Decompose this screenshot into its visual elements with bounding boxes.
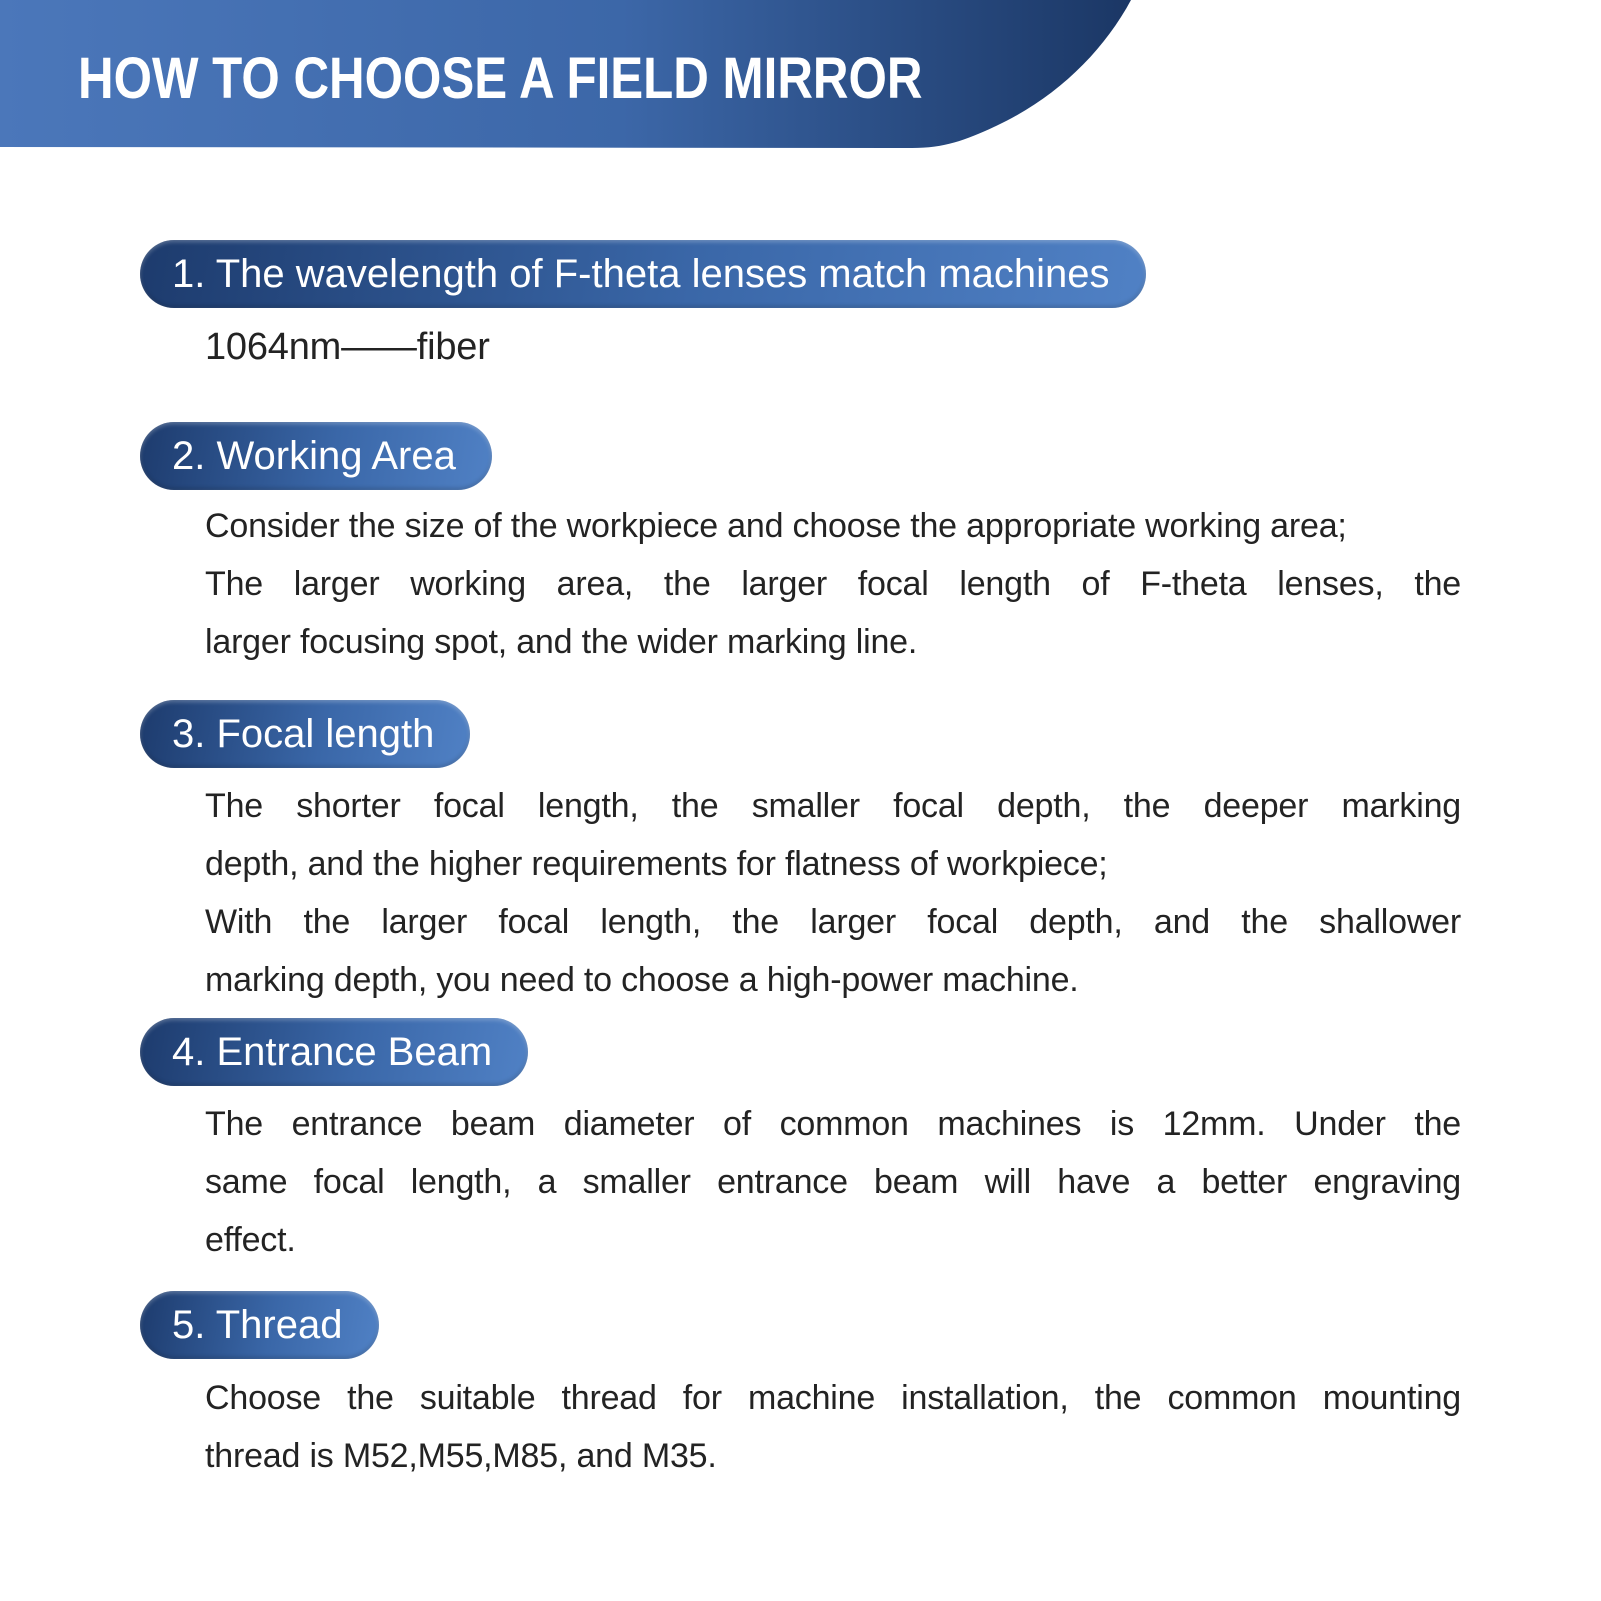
text-line: effect. — [205, 1221, 296, 1259]
section-4-body — [205, 1095, 1461, 1269]
section-2-body — [205, 497, 1461, 671]
text-line: larger focusing spot, and the wider marking line. — [205, 623, 918, 661]
text-line: The shorter focal length, the smaller focal depth, the deeper marking — [205, 787, 1461, 825]
section-1-body — [205, 318, 1461, 376]
page-title: HOW TO CHOOSE A FIELD MIRROR — [78, 46, 923, 111]
section-3-heading-pill: 3. Focal length — [140, 700, 470, 768]
section-4-heading-pill: 4. Entrance Beam — [140, 1018, 528, 1086]
text-line: The entrance beam diameter of common machines is 12mm. Under the — [205, 1105, 1461, 1143]
text-line: The larger working area, the larger focal length of F-theta lenses, the — [205, 565, 1461, 603]
text-line: Choose the suitable thread for machine installation, the common mounting — [205, 1379, 1461, 1417]
text-line: 1064nm——fiber — [205, 326, 490, 368]
section-5-body — [205, 1369, 1461, 1485]
text-line: depth, and the higher requirements for flatness of workpiece; — [205, 845, 1108, 883]
text-line: thread is M52,M55,M85, and M35. — [205, 1437, 717, 1475]
section-5-heading-pill: 5. Thread — [140, 1291, 379, 1359]
text-line: Consider the size of the workpiece and choose the appropriate working area; — [205, 507, 1347, 545]
text-line: same focal length, a smaller entrance beam will have a better engraving — [205, 1163, 1461, 1201]
text-line: marking depth, you need to choose a high-power machine. — [205, 961, 1079, 999]
section-2-heading-pill: 2. Working Area — [140, 422, 492, 490]
text-line: With the larger focal length, the larger focal depth, and the shallower — [205, 903, 1461, 941]
section-1-heading-pill: 1. The wavelength of F-theta lenses match machines — [140, 240, 1146, 308]
header-banner — [0, 0, 1601, 152]
section-3-body — [205, 777, 1461, 1009]
